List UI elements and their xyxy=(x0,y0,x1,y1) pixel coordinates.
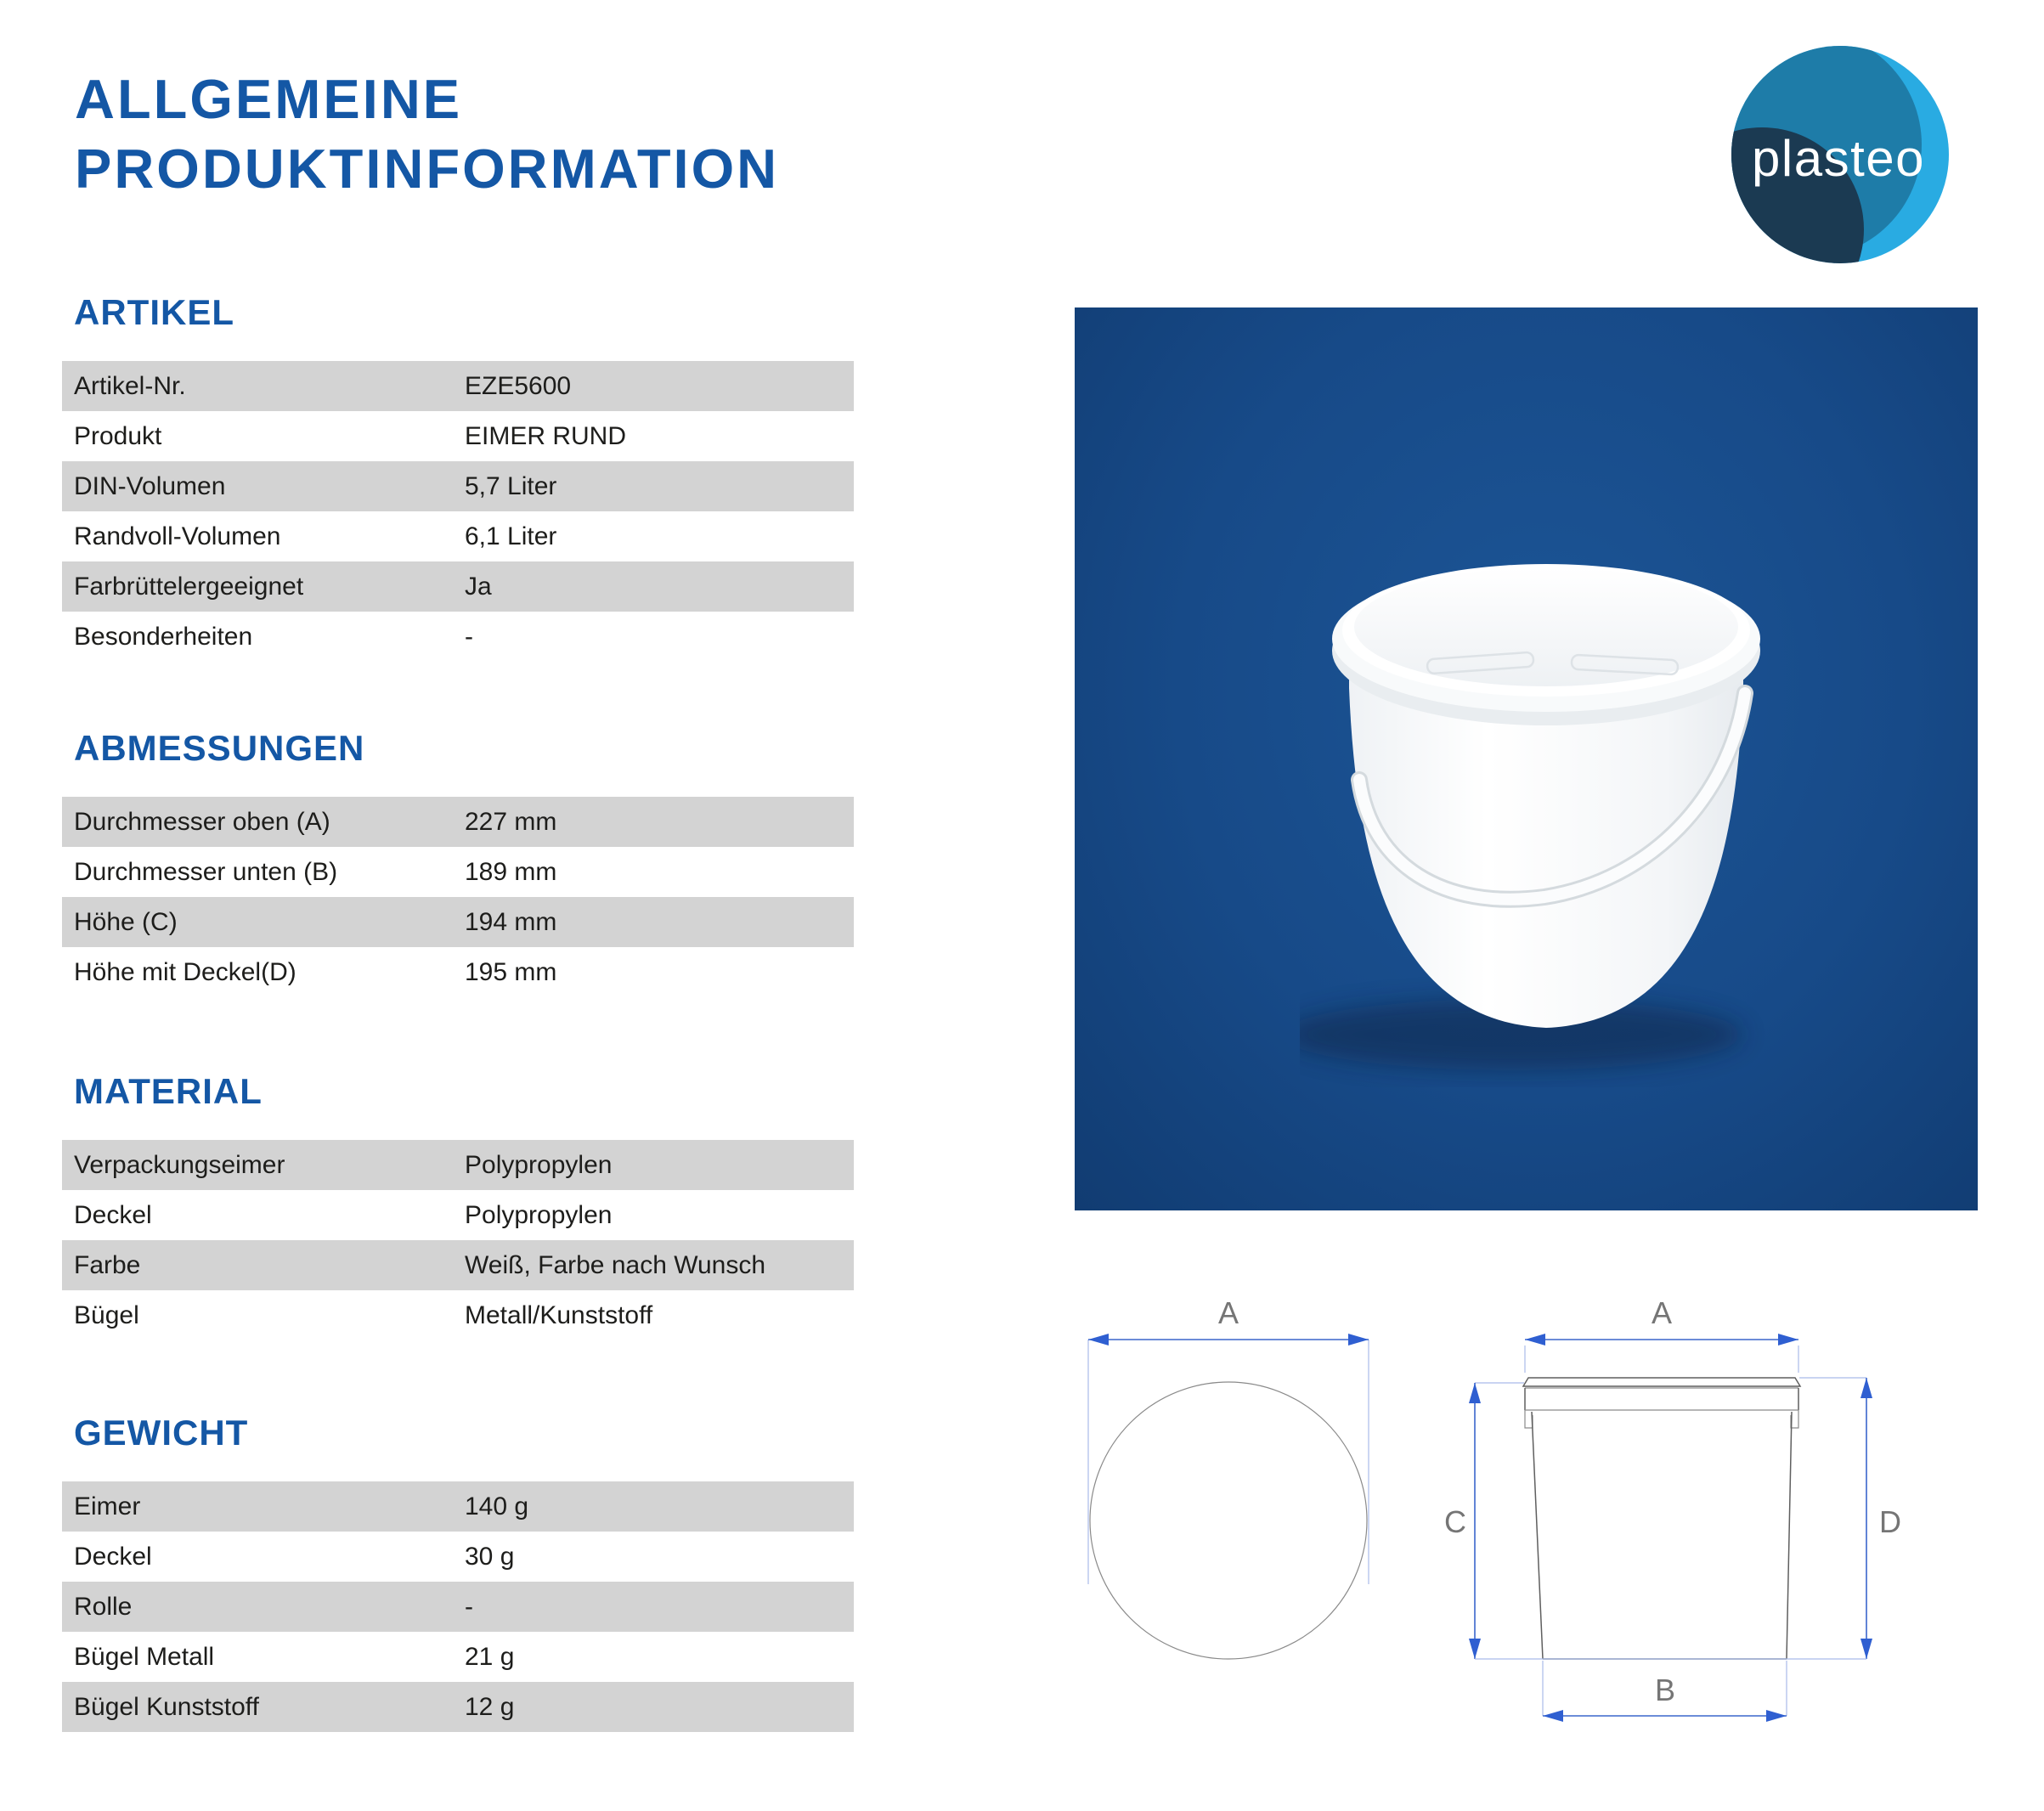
row-label: Artikel-Nr. xyxy=(74,371,186,400)
side-body-left xyxy=(1532,1412,1543,1659)
product-photo-panel xyxy=(1075,307,1978,1210)
side-view-drawing xyxy=(1444,1295,1901,1722)
row-value: 189 mm xyxy=(465,857,557,886)
row-label: Eimer xyxy=(74,1492,141,1520)
table-row xyxy=(62,1682,854,1732)
row-label: Durchmesser unten (B) xyxy=(74,857,338,886)
row-value: 5,7 Liter xyxy=(465,471,557,500)
section-artikel xyxy=(62,293,854,662)
row-label: Bügel Metall xyxy=(74,1642,215,1671)
table-row xyxy=(62,411,854,461)
row-label: Bügel xyxy=(74,1300,139,1329)
table-row xyxy=(62,1140,854,1190)
section-title-abmessungen: ABMESSUNGEN xyxy=(74,728,365,768)
dim-label-side-b: B xyxy=(1654,1673,1676,1707)
row-label: Randvoll-Volumen xyxy=(74,522,281,550)
table-row xyxy=(62,947,854,997)
page-title-line2: PRODUKTINFORMATION xyxy=(75,138,780,200)
row-label: Rolle xyxy=(74,1592,133,1621)
logo-wordmark: plasteo xyxy=(1752,130,1925,187)
bucket-lid-surface xyxy=(1354,567,1738,686)
top-view-drawing xyxy=(1088,1295,1369,1659)
table-row xyxy=(62,1240,854,1290)
row-value: Ja xyxy=(465,572,492,601)
section-gewicht xyxy=(62,1413,854,1732)
table-row xyxy=(62,461,854,511)
row-label: Farbe xyxy=(74,1250,141,1279)
row-value: Weiß, Farbe nach Wunsch xyxy=(465,1250,766,1279)
row-value: 12 g xyxy=(465,1692,515,1721)
table-row xyxy=(62,1481,854,1532)
row-label: Besonderheiten xyxy=(74,622,253,651)
row-value: Polypropylen xyxy=(465,1200,613,1229)
row-value: 194 mm xyxy=(465,907,557,936)
row-value: 6,1 Liter xyxy=(465,522,557,550)
table-row xyxy=(62,897,854,947)
row-value: 21 g xyxy=(465,1642,515,1671)
row-label: Farbrüttelergeeignet xyxy=(74,572,304,601)
table-row xyxy=(62,612,854,662)
row-label: Verpackungseimer xyxy=(74,1150,285,1179)
table-row xyxy=(62,1532,854,1582)
row-label: Deckel xyxy=(74,1542,152,1571)
table-row xyxy=(62,561,854,612)
top-view-circle xyxy=(1090,1382,1367,1659)
dim-label-top-a: A xyxy=(1217,1295,1239,1330)
row-label: Deckel xyxy=(74,1200,152,1229)
row-value: Metall/Kunststoff xyxy=(465,1300,653,1329)
row-label: Bügel Kunststoff xyxy=(74,1692,259,1721)
section-material xyxy=(62,1072,854,1340)
artikel-table xyxy=(62,361,854,662)
table-row xyxy=(62,1190,854,1240)
table-row xyxy=(62,361,854,411)
section-title-gewicht: GEWICHT xyxy=(74,1413,249,1453)
table-row xyxy=(62,1582,854,1632)
technical-drawing xyxy=(1062,1283,1988,1767)
row-value: Polypropylen xyxy=(465,1150,613,1179)
dim-label-side-c: C xyxy=(1444,1504,1466,1539)
row-value: EZE5600 xyxy=(465,371,572,400)
table-row xyxy=(62,797,854,847)
table-row xyxy=(62,847,854,897)
table-row xyxy=(62,1290,854,1340)
section-title-artikel: ARTIKEL xyxy=(74,292,234,332)
row-label: Höhe mit Deckel(D) xyxy=(74,957,296,986)
side-lid-top xyxy=(1523,1378,1800,1386)
row-value: - xyxy=(465,1592,473,1621)
page-title-line1: ALLGEMEINE xyxy=(75,68,463,130)
dim-label-side-a: A xyxy=(1651,1295,1673,1330)
row-label: DIN-Volumen xyxy=(74,471,226,500)
plasteo-logo xyxy=(1730,44,1951,265)
side-body-right xyxy=(1787,1412,1792,1659)
row-label: Höhe (C) xyxy=(74,907,178,936)
table-row xyxy=(62,511,854,561)
row-value: 195 mm xyxy=(465,957,557,986)
row-value: 227 mm xyxy=(465,807,557,836)
row-label: Durchmesser oben (A) xyxy=(74,807,330,836)
abmessungen-table xyxy=(62,797,854,997)
page-title xyxy=(75,65,779,204)
section-title-material: MATERIAL xyxy=(74,1071,263,1111)
table-row xyxy=(62,1632,854,1682)
row-label: Produkt xyxy=(74,421,162,450)
section-abmessungen xyxy=(62,729,854,997)
dim-label-side-d: D xyxy=(1879,1504,1901,1539)
bucket-photo xyxy=(1300,527,1793,1087)
material-table xyxy=(62,1140,854,1340)
row-value: 30 g xyxy=(465,1542,515,1571)
row-value: - xyxy=(465,622,473,651)
gewicht-table xyxy=(62,1481,854,1732)
row-value: 140 g xyxy=(465,1492,529,1520)
row-value: EIMER RUND xyxy=(465,421,627,450)
